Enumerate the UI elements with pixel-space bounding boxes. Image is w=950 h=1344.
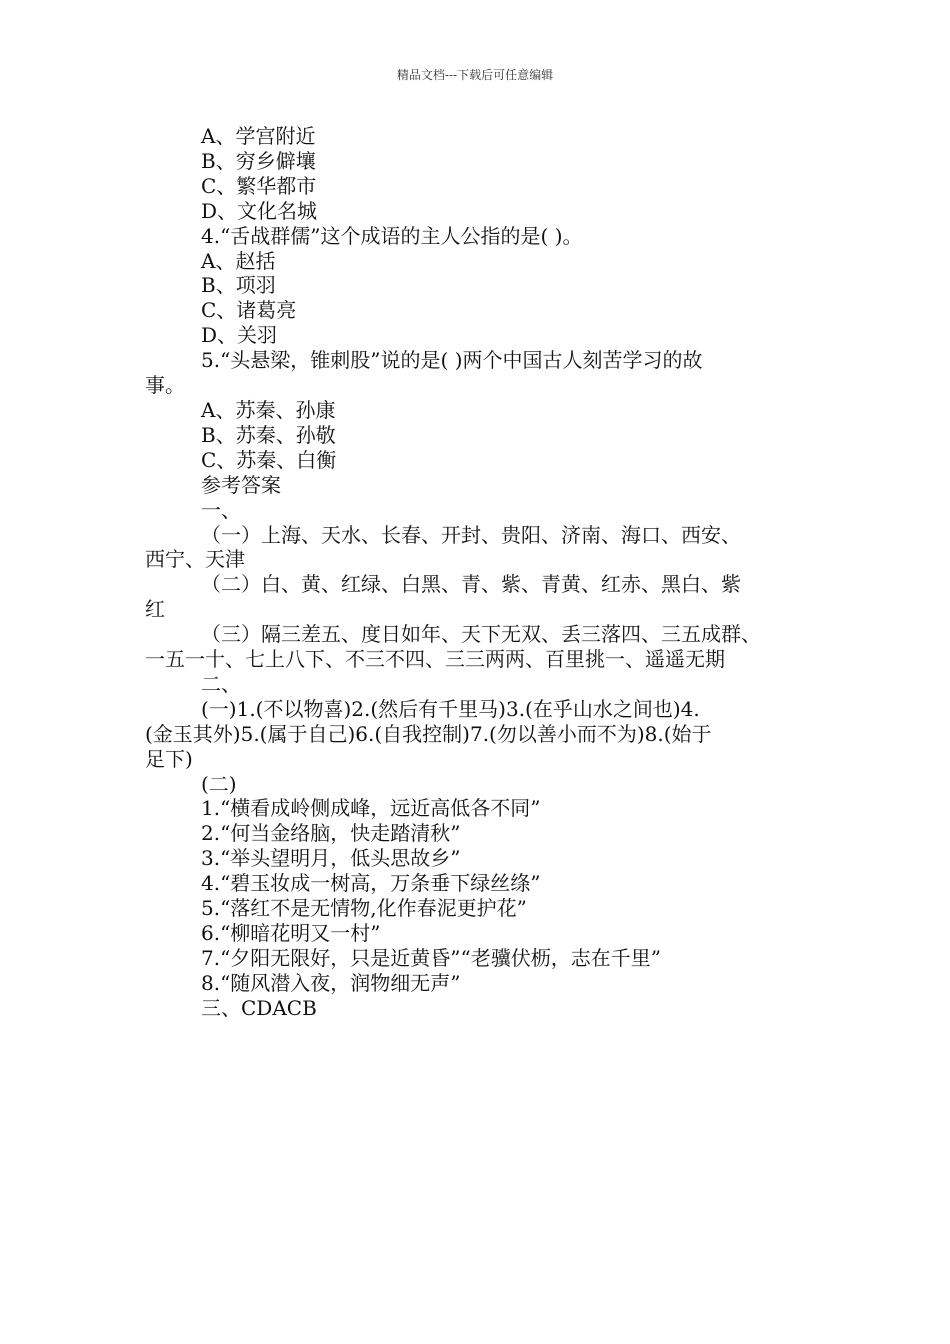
text-line: B、穷乡僻壤 [201,148,316,173]
text-line: B、项羽 [201,273,276,298]
text-line: 1.“横看成岭侧成峰，远近高低各不同” [201,796,541,821]
page-header: 精品文档---下载后可任意编辑 [396,68,554,82]
text-line: 一五一十、七上八下、不三不四、三三两两、百里挑一、遥遥无期 [145,647,725,672]
text-line: 红 [145,597,165,622]
text-line: 5.“落红不是无情物,化作春泥更护花” [201,896,527,921]
text-line: 5.“头悬梁，锥刺股”说的是( )两个中国古人刻苦学习的故 [201,348,703,373]
text-line: D、文化名城 [201,198,318,223]
text-line: C、苏秦、白衡 [201,447,337,472]
text-line: 2.“何当金络脑，快走踏清秋” [201,821,461,846]
text-line: A、赵括 [201,248,276,273]
text-line: 4.“碧玉妆成一树高，万条垂下绿丝绦” [201,871,541,896]
text-line: 参考答案 [201,472,281,497]
text-line: 西宁、天津 [145,547,245,572]
text-line: 二、 [201,671,241,696]
text-line: A、苏秦、孙康 [201,397,336,422]
text-line: 三、CDACB [201,995,317,1020]
text-line: 6.“柳暗花明又一村” [201,921,381,945]
text-line: 事。 [145,373,185,398]
text-line: 一、 [201,497,241,522]
text-line: (二) [201,771,237,796]
text-line: （三）隔三差五、度日如年、天下无双、丢三落四、三五成群、 [201,622,761,647]
text-line: 7.“夕阳无限好，只是近黄昏”“老骥伏枥，志在千里” [201,945,661,970]
text-line: （一）上海、天水、长春、开封、贵阳、济南、海口、西安、 [201,522,741,547]
text-line: 8.“随风潜入夜，润物细无声” [201,970,461,995]
text-line: C、诸葛亮 [201,298,297,323]
document-body [145,124,825,1021]
text-line: （二）白、黄、红绿、白黑、青、紫、青黄、红赤、黑白、紫 [201,572,741,597]
text-line: 3.“举头望明月，低头思故乡” [201,846,461,871]
text-line: (一)1.(不以物喜)2.(然后有千里马)3.(在乎山水之间也)4. [201,696,700,721]
text-line: (金玉其外)5.(属于自己)6.(自我控制)7.(勿以善小而不为)8.(始于 [145,721,712,746]
text-line: B、苏秦、孙敬 [201,422,336,447]
text-line: 4.“舌战群儒”这个成语的主人公指的是( )。 [201,223,583,248]
text-line: D、关羽 [201,323,278,348]
text-line: C、繁华都市 [201,173,317,198]
text-line: A、学宫附近 [201,124,316,148]
text-line: 足下) [145,746,193,771]
